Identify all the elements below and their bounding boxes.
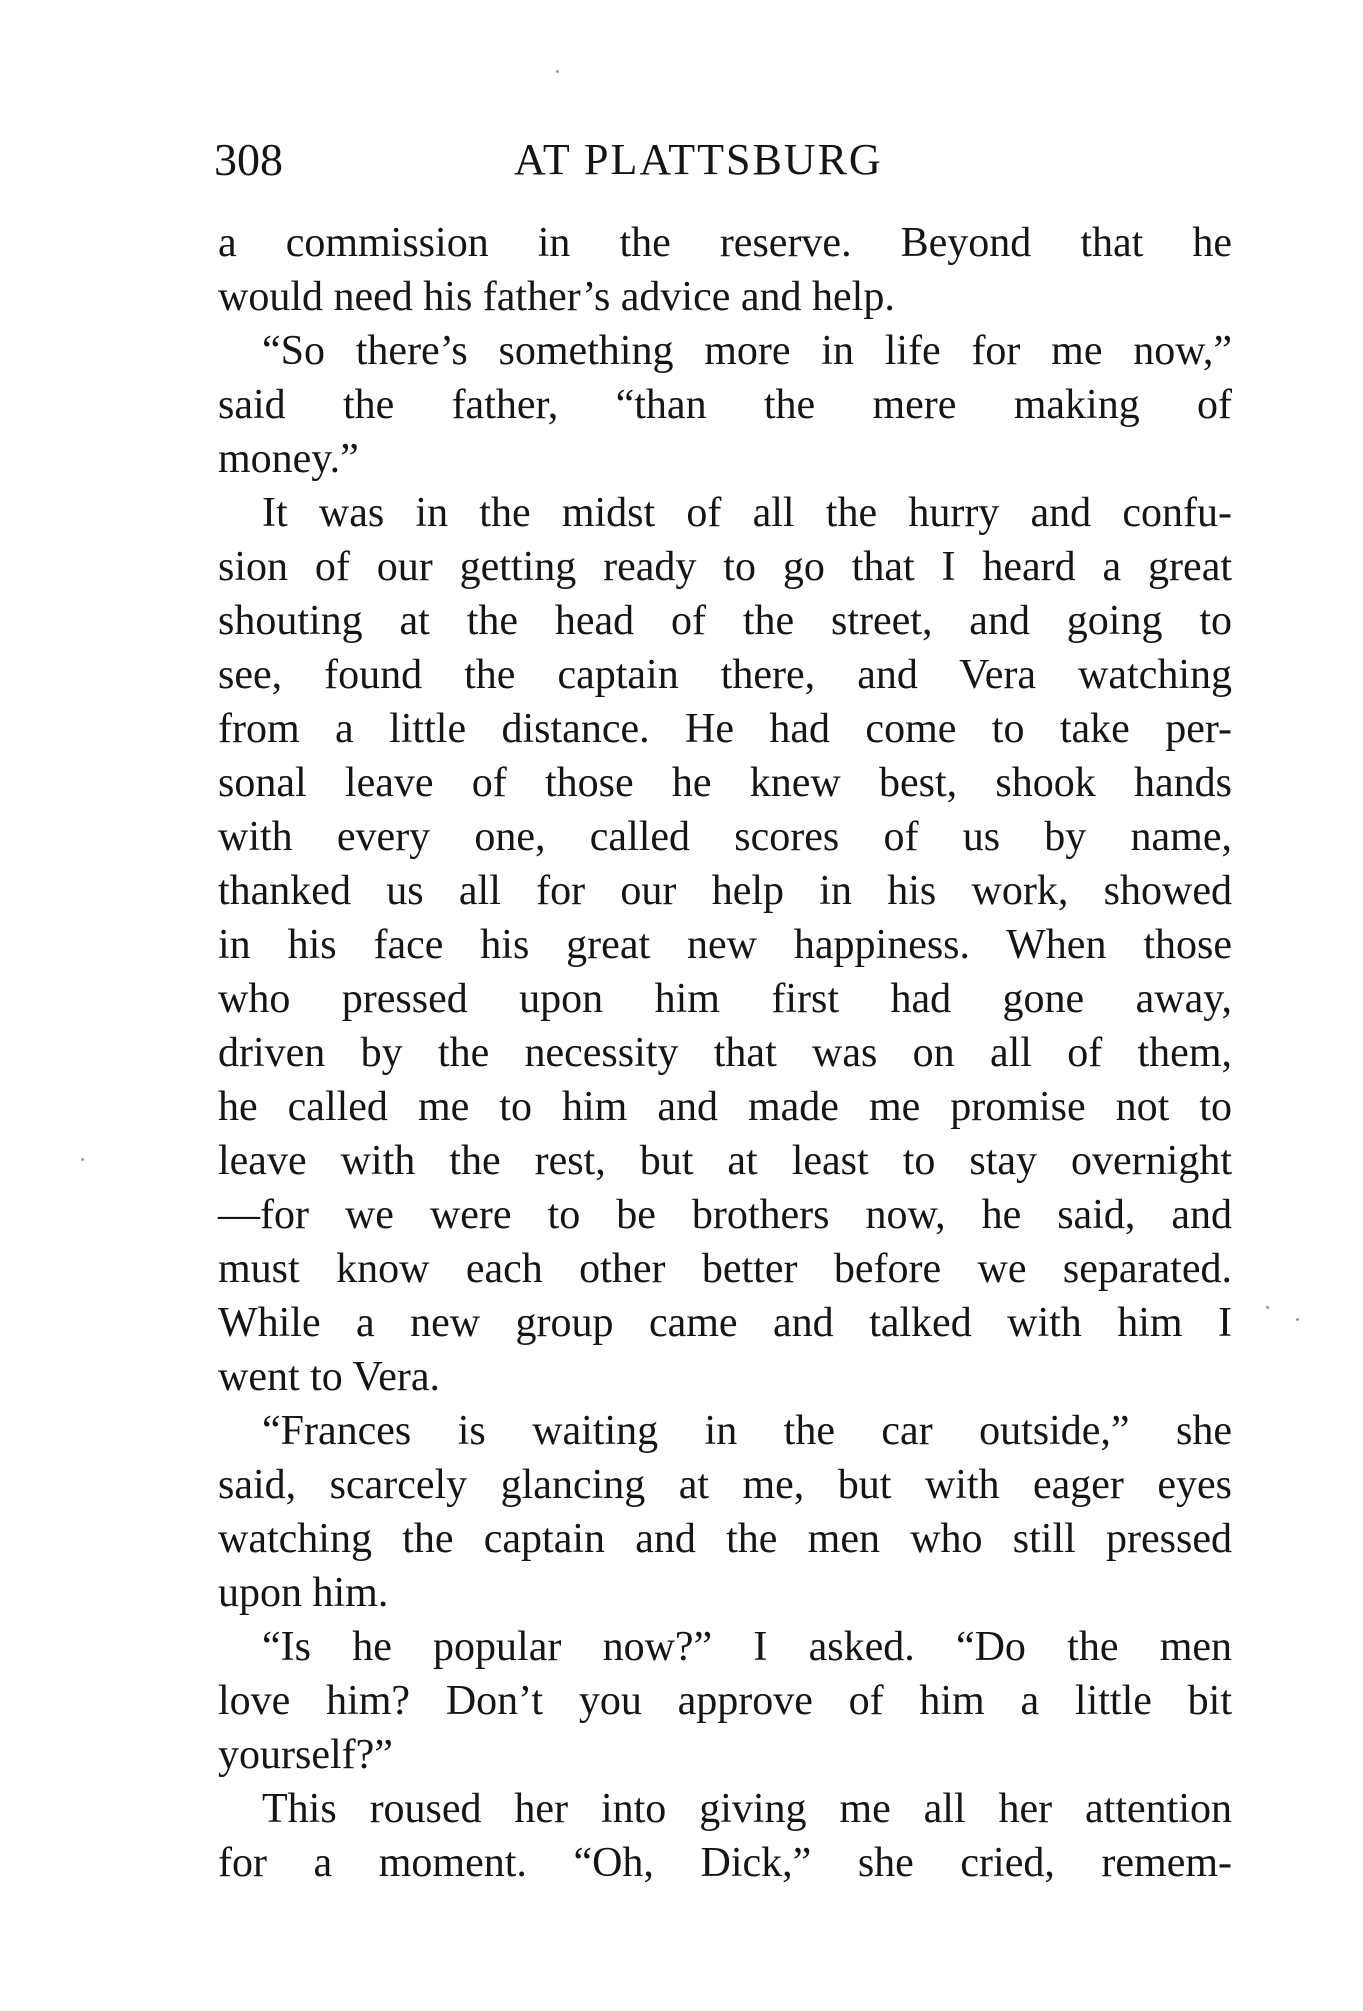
text-line: he called me to him and made me promise not to: [218, 1084, 1232, 1130]
page-header: [214, 130, 1224, 190]
text-line: It was in the midst of all the hurry and confu-: [262, 490, 1232, 536]
text-line: for a moment. “Oh, Dick,” she cried, remem-: [218, 1840, 1232, 1886]
text-line: who pressed upon him first had gone away,: [218, 976, 1232, 1022]
text-line: shouting at the head of the street, and going to: [218, 598, 1232, 644]
text-line: “Frances is waiting in the car outside,” she: [262, 1408, 1232, 1454]
text-line: sion of our getting ready to go that I heard a great: [218, 544, 1232, 590]
text-line: —for we were to be brothers now, he said, and: [218, 1192, 1232, 1238]
paper-speck: [1266, 1306, 1269, 1309]
text-line: sonal leave of those he knew best, shook hands: [218, 760, 1232, 806]
running-head: AT PLATTSBURG: [514, 135, 883, 184]
text-line: with every one, called scores of us by name,: [218, 814, 1232, 860]
text-line: in his face his great new happiness. When those: [218, 922, 1232, 968]
text-line: “So there’s something more in life for me now,”: [262, 328, 1232, 374]
text-line: “Is he popular now?” I asked. “Do the men: [262, 1624, 1232, 1670]
text-line: leave with the rest, but at least to stay overnight: [218, 1138, 1232, 1184]
text-line: see, found the captain there, and Vera watching: [218, 652, 1232, 698]
text-line: said the father, “than the mere making of: [218, 382, 1232, 428]
paper-speck: [556, 70, 559, 73]
text-line: While a new group came and talked with him I: [218, 1300, 1232, 1346]
text-line: yourself?”: [218, 1732, 393, 1778]
text-line: watching the captain and the men who still pressed: [218, 1516, 1232, 1562]
text-line: This roused her into giving me all her attention: [262, 1786, 1232, 1832]
text-line: would need his father’s advice and help.: [218, 274, 895, 320]
text-line: a commission in the reserve. Beyond that he: [218, 220, 1232, 266]
text-line: driven by the necessity that was on all of them,: [218, 1030, 1232, 1076]
page-number: 308: [214, 134, 283, 185]
text-line: love him? Don’t you approve of him a little bit: [218, 1678, 1232, 1724]
body-text: [218, 216, 1232, 1890]
text-line: thanked us all for our help in his work, showed: [218, 868, 1232, 914]
text-line: went to Vera.: [218, 1354, 440, 1400]
paper-speck: [1296, 1318, 1299, 1321]
text-line: upon him.: [218, 1570, 389, 1616]
text-line: said, scarcely glancing at me, but with eager eyes: [218, 1462, 1232, 1508]
text-line: money.”: [218, 436, 359, 482]
paper-speck: [81, 1158, 84, 1161]
text-line: must know each other better before we separated.: [218, 1246, 1232, 1292]
text-line: from a little distance. He had come to take per-: [218, 706, 1232, 752]
